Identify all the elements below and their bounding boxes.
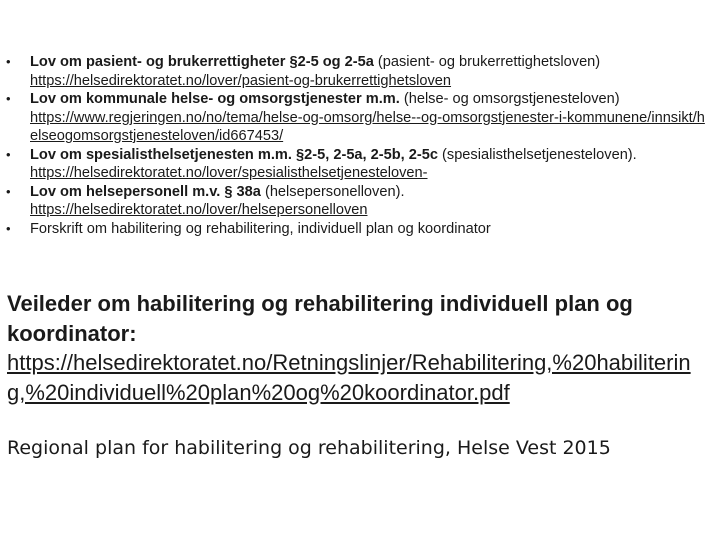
law-link[interactable]: https://helsedirektoratet.no/lover/helsepersonelloven [30,202,368,218]
law-title: Lov om spesialisthelsetjenesten m.m. §2-5, 2-5a, 2-5b, 2-5c [30,146,438,163]
regional-plan-text: Regional plan for habilitering og rehabilitering, Helse Vest 2015 [7,437,611,459]
bullet-icon: • [6,220,11,236]
law-title: Lov om kommunale helse- og omsorgstjenester m.m. [30,91,400,107]
list-item [6,183,712,220]
bullet-icon: • [6,146,11,162]
law-list [6,53,712,238]
guide-title: Veileder om habilitering og rehabilitering individuell plan og koordinator: [7,291,633,346]
guide-link[interactable]: https://helsedirektoratet.no/Retningslinjer/Rehabilitering,%20habilitering,%20individuell%20plan%20og%20koordinator.pdf [7,350,691,405]
regulation-title: Forskrift om habilitering og rehabilitering, individuell plan og koordinator [30,220,491,237]
list-item [6,220,712,239]
law-title: Lov om helsepersonell m.v. § 38a [30,183,261,200]
law-link[interactable]: https://helsedirektoratet.no/lover/spesialisthelsetjenesteloven- [30,165,428,181]
bullet-icon: • [6,183,11,199]
list-item [6,90,712,146]
law-title: Lov om pasient- og brukerrettigheter §2-5 og 2-5a [30,54,374,70]
guide-section [7,289,713,407]
law-link[interactable]: https://www.regjeringen.no/no/tema/helse-og-omsorg/helse--og-omsorgstjenester-i-kommunene/innsikt/helseogomsorgstjenesteloven/id667453/ [30,109,705,144]
law-short-name: (pasient- og brukerrettighetsloven) [373,54,601,70]
bullet-icon: • [6,54,11,69]
list-item [6,53,712,90]
list-item [6,146,712,183]
law-link[interactable]: https://helsedirektoratet.no/lover/pasient-og-brukerrettighetsloven [30,72,452,89]
law-short-name: (helse- og omsorgstjenesteloven) [399,91,620,107]
bullet-icon: • [6,91,11,106]
law-short-name: (helsepersonelloven). [260,183,405,200]
law-short-name: (spesialisthelsetjenesteloven). [437,146,637,163]
